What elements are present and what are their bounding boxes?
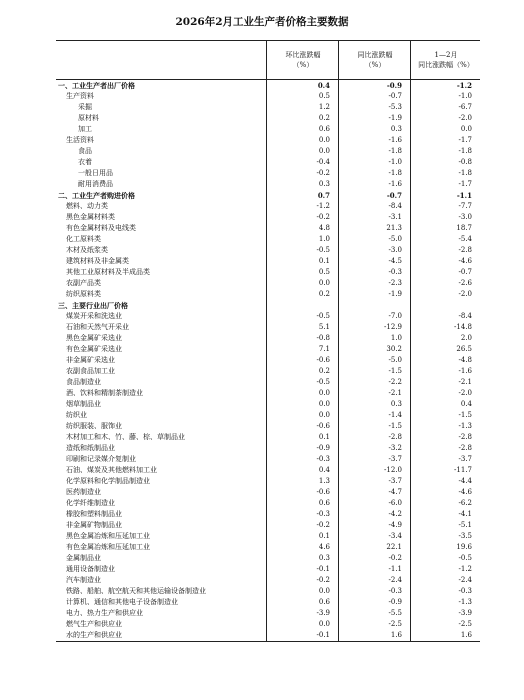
row-mom: 0.1 xyxy=(318,257,330,265)
row-mom: -0.2 xyxy=(316,169,330,177)
row-ytd: -4.8 xyxy=(458,356,472,364)
table-row xyxy=(56,135,480,146)
row-name: 采掘 xyxy=(78,103,92,111)
table-row xyxy=(56,542,480,553)
row-name: 建筑材料及非金属类 xyxy=(66,257,129,265)
table-header xyxy=(56,40,480,80)
row-mom: 0.0 xyxy=(318,400,330,408)
row-yoy: -3.7 xyxy=(388,477,402,485)
row-mom: -0.1 xyxy=(316,565,330,573)
row-ytd: -2.0 xyxy=(458,114,472,122)
table-row xyxy=(56,146,480,157)
row-name: 造纸和纸制品业 xyxy=(66,444,115,452)
row-name: 化学纤维制造业 xyxy=(66,499,115,507)
row-ytd: -4.4 xyxy=(458,477,472,485)
row-mom: -0.1 xyxy=(316,631,330,639)
row-ytd: -2.0 xyxy=(458,389,472,397)
row-ytd: -6.7 xyxy=(458,103,472,111)
table-row xyxy=(56,454,480,465)
row-mom: 1.2 xyxy=(318,103,330,111)
table-row xyxy=(56,201,480,212)
header-yoy xyxy=(338,41,411,79)
row-ytd: -1.8 xyxy=(458,169,472,177)
table-row xyxy=(56,223,480,234)
table-row xyxy=(56,157,480,168)
row-yoy: -8.4 xyxy=(388,202,402,210)
row-ytd: -1.7 xyxy=(458,136,472,144)
table-row xyxy=(56,619,480,630)
row-mom: -0.9 xyxy=(316,444,330,452)
row-name: 其他工业原材料及半成品类 xyxy=(66,268,150,276)
row-yoy: -2.2 xyxy=(388,378,402,386)
table-row xyxy=(56,256,480,267)
table-row xyxy=(56,300,480,311)
row-ytd: 26.5 xyxy=(456,345,472,353)
row-mom: 0.0 xyxy=(318,587,330,595)
row-name: 一、工业生产者出厂价格 xyxy=(58,81,135,90)
row-name: 生产资料 xyxy=(66,92,94,100)
table-body xyxy=(56,80,480,642)
row-name: 木材及纸浆类 xyxy=(66,246,108,254)
row-yoy: 0.3 xyxy=(390,125,402,133)
table-row xyxy=(56,212,480,223)
row-ytd: -3.0 xyxy=(458,213,472,221)
row-mom: 0.0 xyxy=(318,279,330,287)
row-mom: -0.6 xyxy=(316,356,330,364)
row-yoy: 0.3 xyxy=(390,400,402,408)
row-mom: 0.6 xyxy=(318,598,330,606)
row-ytd: 0.0 xyxy=(460,125,472,133)
row-yoy: -12.0 xyxy=(384,466,402,474)
row-name: 铁路、船舶、航空航天和其他运输设备制造业 xyxy=(66,587,206,595)
table-row xyxy=(56,113,480,124)
row-yoy: -0.9 xyxy=(388,598,402,606)
row-ytd: -2.6 xyxy=(458,279,472,287)
header-yoy-line1: 同比涨跌幅 xyxy=(357,51,393,59)
row-mom: 0.2 xyxy=(318,290,330,298)
row-ytd: -1.2 xyxy=(458,565,472,573)
row-name: 燃料、动力类 xyxy=(66,202,108,210)
row-mom: 0.6 xyxy=(318,499,330,507)
row-mom: 4.6 xyxy=(318,543,330,551)
table-row xyxy=(56,267,480,278)
row-name: 有色金属矿采选业 xyxy=(66,345,122,353)
table-row xyxy=(56,487,480,498)
row-yoy: -2.8 xyxy=(388,433,402,441)
table-row xyxy=(56,509,480,520)
row-yoy: -2.5 xyxy=(388,620,402,628)
row-yoy: -1.4 xyxy=(388,411,402,419)
row-yoy: -1.6 xyxy=(388,136,402,144)
table-row xyxy=(56,388,480,399)
row-ytd: -1.3 xyxy=(458,422,472,430)
table-row xyxy=(56,311,480,322)
row-name: 化学原料和化学制品制造业 xyxy=(66,477,150,485)
row-mom: 0.1 xyxy=(318,433,330,441)
price-data-table xyxy=(56,40,480,642)
table-row xyxy=(56,498,480,509)
row-mom: 0.7 xyxy=(317,191,330,200)
row-mom: -0.3 xyxy=(316,510,330,518)
row-mom: -0.2 xyxy=(316,521,330,529)
row-ytd: -0.8 xyxy=(458,158,472,166)
row-yoy: -0.7 xyxy=(388,92,402,100)
row-ytd: -1.3 xyxy=(458,598,472,606)
table-row xyxy=(56,630,480,641)
header-ytd-line1: 1—2月 xyxy=(434,51,458,59)
row-ytd: -5.1 xyxy=(458,521,472,529)
row-name: 原材料 xyxy=(78,114,99,122)
table-row xyxy=(56,520,480,531)
row-name: 纺织服装、服饰业 xyxy=(66,422,122,430)
row-mom: -0.3 xyxy=(316,455,330,463)
row-ytd: -5.4 xyxy=(458,235,472,243)
header-yoy-line2: （%） xyxy=(364,61,386,69)
row-mom: 0.0 xyxy=(318,411,330,419)
row-name: 黑色金属冶炼和压延加工业 xyxy=(66,532,150,540)
row-ytd: -2.4 xyxy=(458,576,472,584)
row-yoy: -7.0 xyxy=(388,312,402,320)
row-ytd: 19.6 xyxy=(456,543,472,551)
row-name: 水的生产和供应业 xyxy=(66,631,122,639)
row-name: 有色金属冶炼和压延加工业 xyxy=(66,543,150,551)
header-mom-line2: （%） xyxy=(292,61,314,69)
row-mom: 5.1 xyxy=(318,323,330,331)
row-name: 汽车制造业 xyxy=(66,576,101,584)
row-name: 农副食品加工业 xyxy=(66,367,115,375)
row-mom: 1.3 xyxy=(318,477,330,485)
row-name: 农副产品类 xyxy=(66,279,101,287)
row-mom: 0.1 xyxy=(318,532,330,540)
table-row xyxy=(56,432,480,443)
table-row xyxy=(56,80,480,91)
row-name: 有色金属材料及电线类 xyxy=(66,224,136,232)
row-yoy: -3.1 xyxy=(388,213,402,221)
row-ytd: -11.7 xyxy=(454,466,472,474)
table-row xyxy=(56,608,480,619)
row-ytd: 1.6 xyxy=(460,631,472,639)
row-yoy: -0.3 xyxy=(388,268,402,276)
table-row xyxy=(56,124,480,135)
row-ytd: -8.4 xyxy=(458,312,472,320)
row-yoy: -3.4 xyxy=(388,532,402,540)
row-ytd: -3.9 xyxy=(458,609,472,617)
row-ytd: -2.0 xyxy=(458,290,472,298)
row-ytd: -2.8 xyxy=(458,433,472,441)
row-mom: 0.2 xyxy=(318,367,330,375)
table-row xyxy=(56,553,480,564)
row-mom: 0.5 xyxy=(318,92,330,100)
row-yoy: -5.5 xyxy=(388,609,402,617)
row-ytd: -1.0 xyxy=(458,92,472,100)
row-ytd: -2.8 xyxy=(458,444,472,452)
row-mom: 0.0 xyxy=(318,389,330,397)
table-row xyxy=(56,322,480,333)
header-ytd xyxy=(410,41,481,79)
row-yoy: -1.5 xyxy=(388,422,402,430)
row-mom: -0.2 xyxy=(316,213,330,221)
table-row xyxy=(56,476,480,487)
row-name: 非金属矿采选业 xyxy=(66,356,115,364)
row-yoy: -5.3 xyxy=(388,103,402,111)
table-row xyxy=(56,333,480,344)
row-ytd: -7.7 xyxy=(458,202,472,210)
row-name: 纺织原料类 xyxy=(66,290,101,298)
row-yoy: -4.5 xyxy=(388,257,402,265)
table-row xyxy=(56,245,480,256)
row-ytd: 18.7 xyxy=(456,224,472,232)
row-mom: -0.6 xyxy=(316,488,330,496)
row-ytd: 0.4 xyxy=(460,400,472,408)
row-yoy: -4.7 xyxy=(388,488,402,496)
row-name: 木材加工和木、竹、藤、棕、草制品业 xyxy=(66,433,185,441)
row-ytd: 2.0 xyxy=(460,334,472,342)
row-yoy: -6.0 xyxy=(388,499,402,507)
row-yoy: -1.6 xyxy=(388,180,402,188)
row-yoy: 30.2 xyxy=(386,345,402,353)
row-name: 酒、饮料和精制茶制造业 xyxy=(66,389,143,397)
row-yoy: -2.1 xyxy=(388,389,402,397)
table-row xyxy=(56,377,480,388)
row-name: 印刷和记录媒介复制业 xyxy=(66,455,136,463)
row-name: 煤炭开采和洗选业 xyxy=(66,312,122,320)
row-mom: -3.9 xyxy=(316,609,330,617)
table-row xyxy=(56,586,480,597)
row-mom: -0.5 xyxy=(316,312,330,320)
row-yoy: -0.7 xyxy=(386,191,402,200)
row-ytd: -1.1 xyxy=(456,191,472,200)
table-row xyxy=(56,421,480,432)
row-name: 黑色金属材料类 xyxy=(66,213,115,221)
row-mom: 0.4 xyxy=(318,466,330,474)
row-yoy: -1.1 xyxy=(388,565,402,573)
row-yoy: -4.9 xyxy=(388,521,402,529)
row-mom: 0.4 xyxy=(317,81,330,90)
row-name: 三、主要行业出厂价格 xyxy=(58,301,128,310)
row-name: 化工原料类 xyxy=(66,235,101,243)
row-mom: 0.0 xyxy=(318,620,330,628)
row-mom: -0.2 xyxy=(316,576,330,584)
row-ytd: -4.6 xyxy=(458,488,472,496)
row-ytd: -1.8 xyxy=(458,147,472,155)
row-mom: -1.2 xyxy=(316,202,330,210)
row-yoy: -1.9 xyxy=(388,114,402,122)
row-name: 生活资料 xyxy=(66,136,94,144)
row-mom: 0.2 xyxy=(318,114,330,122)
row-ytd: -1.6 xyxy=(458,367,472,375)
row-yoy: -1.8 xyxy=(388,169,402,177)
table-row xyxy=(56,190,480,201)
row-ytd: -1.2 xyxy=(456,81,472,90)
row-name: 石油、煤炭及其他燃料加工业 xyxy=(66,466,157,474)
row-yoy: 22.1 xyxy=(386,543,402,551)
row-name: 衣着 xyxy=(78,158,92,166)
row-mom: 4.8 xyxy=(318,224,330,232)
row-mom: 0.3 xyxy=(318,180,330,188)
table-row xyxy=(56,91,480,102)
row-ytd: -6.2 xyxy=(458,499,472,507)
row-mom: -0.5 xyxy=(316,378,330,386)
row-ytd: -14.8 xyxy=(454,323,472,331)
page-title: 2026年2月工业生产者价格主要数据 xyxy=(175,16,349,28)
row-name: 金属制品业 xyxy=(66,554,101,562)
row-mom: -0.8 xyxy=(316,334,330,342)
row-yoy: -1.5 xyxy=(388,367,402,375)
row-yoy: -5.0 xyxy=(388,235,402,243)
table-row xyxy=(56,278,480,289)
row-mom: 0.0 xyxy=(318,136,330,144)
table-row xyxy=(56,410,480,421)
row-name: 燃气生产和供应业 xyxy=(66,620,122,628)
table-row xyxy=(56,597,480,608)
row-name: 耐用消费品 xyxy=(78,180,113,188)
row-yoy: -1.9 xyxy=(388,290,402,298)
row-mom: -0.6 xyxy=(316,422,330,430)
row-name: 黑色金属矿采选业 xyxy=(66,334,122,342)
row-name: 烟草制品业 xyxy=(66,400,101,408)
row-ytd: -4.6 xyxy=(458,257,472,265)
row-yoy: -12.9 xyxy=(384,323,402,331)
header-mom-line1: 环比涨跌幅 xyxy=(285,51,321,59)
table-row xyxy=(56,366,480,377)
row-yoy: -4.2 xyxy=(388,510,402,518)
table-row xyxy=(56,399,480,410)
table-row xyxy=(56,179,480,190)
row-name: 石油和天然气开采业 xyxy=(66,323,129,331)
row-yoy: -1.8 xyxy=(388,147,402,155)
row-name: 食品制造业 xyxy=(66,378,101,386)
row-mom: 0.5 xyxy=(318,268,330,276)
row-name: 医药制造业 xyxy=(66,488,101,496)
row-yoy: -2.4 xyxy=(388,576,402,584)
row-yoy: -3.2 xyxy=(388,444,402,452)
row-ytd: -2.5 xyxy=(458,620,472,628)
row-ytd: -2.8 xyxy=(458,246,472,254)
table-row xyxy=(56,168,480,179)
row-name: 计算机、通信和其他电子设备制造业 xyxy=(66,598,178,606)
row-yoy: -3.0 xyxy=(388,246,402,254)
header-ytd-line2: 同比涨跌幅（%） xyxy=(418,61,474,69)
row-name: 食品 xyxy=(78,147,92,155)
row-yoy: 21.3 xyxy=(386,224,402,232)
table-row xyxy=(56,443,480,454)
row-yoy: -1.0 xyxy=(388,158,402,166)
row-yoy: -0.2 xyxy=(388,554,402,562)
table-row xyxy=(56,465,480,476)
row-yoy: -0.3 xyxy=(388,587,402,595)
row-yoy: 1.0 xyxy=(390,334,402,342)
row-ytd: -4.1 xyxy=(458,510,472,518)
row-mom: -0.4 xyxy=(316,158,330,166)
row-name: 橡胶和塑料制品业 xyxy=(66,510,122,518)
row-name: 纺织业 xyxy=(66,411,87,419)
row-ytd: -0.3 xyxy=(458,587,472,595)
table-row xyxy=(56,234,480,245)
row-name: 电力、热力生产和供应业 xyxy=(66,609,143,617)
row-yoy: -5.0 xyxy=(388,356,402,364)
table-row xyxy=(56,344,480,355)
row-yoy: -0.9 xyxy=(386,81,402,90)
row-ytd: -0.5 xyxy=(458,554,472,562)
row-mom: -0.5 xyxy=(316,246,330,254)
row-yoy: -3.7 xyxy=(388,455,402,463)
table-row xyxy=(56,564,480,575)
row-ytd: -3.7 xyxy=(458,455,472,463)
row-yoy: 1.6 xyxy=(390,631,402,639)
row-ytd: -0.7 xyxy=(458,268,472,276)
row-ytd: -1.7 xyxy=(458,180,472,188)
row-ytd: -1.5 xyxy=(458,411,472,419)
header-mom xyxy=(266,41,339,79)
row-mom: 7.1 xyxy=(318,345,330,353)
row-name: 一般日用品 xyxy=(78,169,113,177)
row-name: 加工 xyxy=(78,125,92,133)
row-name: 二、工业生产者购进价格 xyxy=(58,191,135,200)
table-row xyxy=(56,531,480,542)
table-row xyxy=(56,355,480,366)
row-ytd: -3.5 xyxy=(458,532,472,540)
table-row xyxy=(56,289,480,300)
row-yoy: -2.3 xyxy=(388,279,402,287)
row-mom: 1.0 xyxy=(318,235,330,243)
row-name: 通用设备制造业 xyxy=(66,565,115,573)
table-row xyxy=(56,575,480,586)
row-mom: 0.3 xyxy=(318,554,330,562)
row-name: 非金属矿物制品业 xyxy=(66,521,122,529)
row-mom: 0.0 xyxy=(318,147,330,155)
table-row xyxy=(56,102,480,113)
row-mom: 0.6 xyxy=(318,125,330,133)
row-ytd: -2.1 xyxy=(458,378,472,386)
